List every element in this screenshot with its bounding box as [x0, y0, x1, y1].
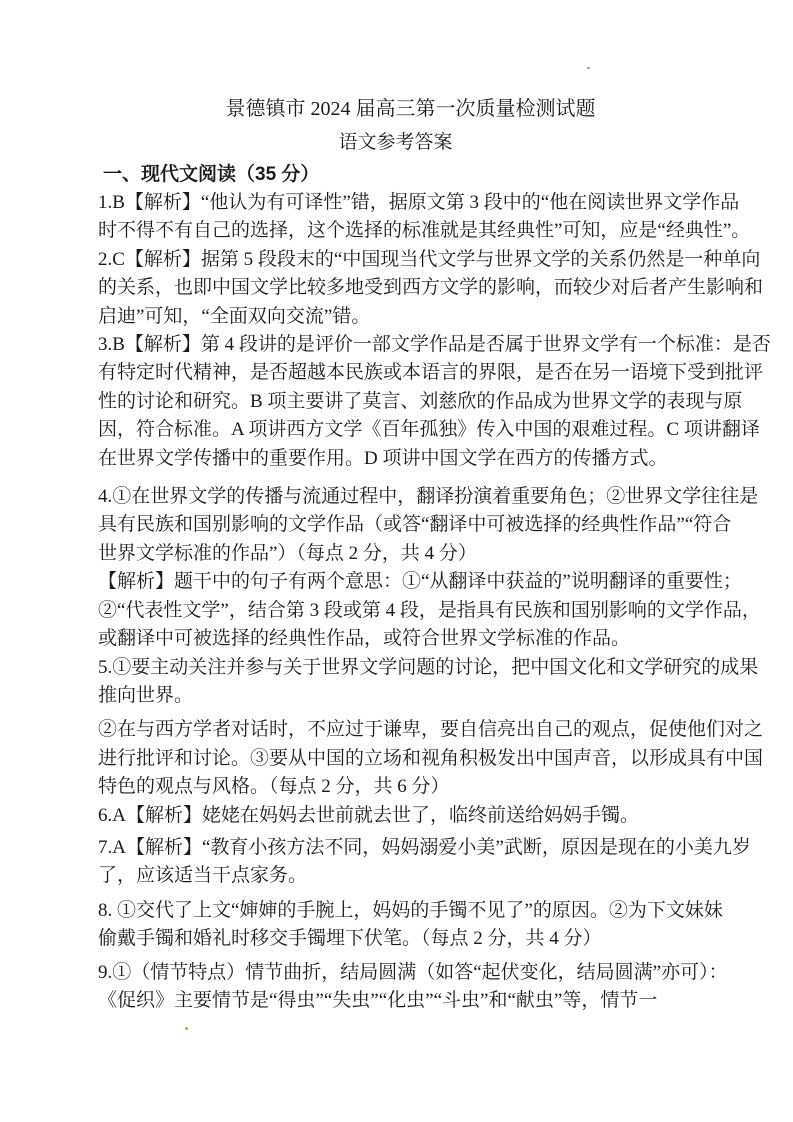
scan-speck — [587, 67, 590, 69]
answer-paragraph-6 — [98, 802, 775, 830]
answer-paragraph-1 — [98, 189, 775, 246]
text-line: 世界文学标准的作品”）（每点 2 分，共 4 分） — [98, 542, 477, 564]
text-line: 特色的观点与风格。（每点 2 分，共 6 分） — [98, 776, 450, 798]
answer-paragraph-4-jiexi — [98, 568, 775, 653]
answer-paragraph-5 — [98, 654, 775, 711]
section-heading-modern-reading: 一、现代文阅读（35 分） — [103, 164, 320, 185]
text-line: 的关系，也即中国文学比较多地受到西方文学的影响，而较少对后者产生影响和 — [98, 277, 764, 299]
text-line: 在世界文学传播中的重要作用。D 项讲中国文学在西方的传播方式。 — [98, 447, 668, 469]
text-line: 1.B【解析】“他认为有可译性”错，据原文第 3 段中的“他在阅读世界文学作品 — [98, 192, 740, 213]
text-line: 启迪”可知，“全面双向交流”错。 — [98, 305, 371, 327]
text-line: 《促织》主要情节是“得虫”“失虫”“化虫”“斗虫”和“献虫”等，情节一 — [98, 989, 658, 1011]
text-line: 6.A【解析】姥姥在妈妈去世前就去世了，临终前送给妈妈手镯。 — [98, 804, 639, 826]
text-line: 进行批评和讨论。③要从中国的立场和视角积极发出中国声音，以形成具有中国 — [98, 747, 764, 769]
document-content — [98, 95, 775, 1015]
document-subtitle: 语文参考答案 — [338, 132, 453, 153]
text-line: 偷戴手镯和婚礼时移交手镯埋下伏笔。（每点 2 分，共 4 分） — [98, 928, 602, 950]
text-line: ②在与西方学者对话时，不应过于谦卑，要自信亮出自己的观点，促使他们对之 — [98, 719, 764, 741]
answer-paragraph-4 — [98, 483, 775, 568]
answer-paragraph-8 — [98, 897, 775, 954]
answer-paragraph-9 — [98, 959, 775, 1016]
answer-paragraph-3 — [98, 331, 775, 473]
text-line: 有特定时代精神，是否超越本民族或本语言的界限，是否在另一语境下受到批评 — [98, 362, 764, 384]
text-line: 性的讨论和研究。B 项主要讲了莫言、刘慈欣的作品成为世界文学的表现与原 — [98, 390, 743, 412]
text-line: 或翻译中可被选择的经典性作品，或符合世界文学标准的作品。 — [98, 628, 631, 650]
text-line: 推向世界。 — [98, 684, 194, 706]
text-line: 7.A【解析】“教育小孩方法不同，妈妈溺爱小美”武断，原因是现在的小美九岁 — [98, 836, 751, 858]
answer-paragraph-7 — [98, 834, 775, 891]
text-line: 时不得不有自己的选择，这个选择的标准就是其经典性”可知，应是“经典性”。 — [98, 220, 751, 242]
text-line: 4.①在世界文学的传播与流通过程中，翻译扮演着重要角色；②世界文学往往是 — [98, 486, 759, 508]
text-line: 因，符合标准。A 项讲西方文学《百年孤独》传入中国的艰难过程。C 项讲翻译 — [98, 419, 760, 441]
text-line: 2.C【解析】据第 5 段段末的“中国现当代文学与世界文学的关系仍然是一种单向 — [98, 248, 761, 270]
text-line: 【解析】题干中的句子有两个意思：①“从翻译中获益的”说明翻译的重要性； — [98, 571, 742, 593]
text-line: 5.①要主动关注并参与关于世界文学问题的讨论，把中国文化和文学研究的成果 — [98, 656, 759, 678]
text-line: ②“代表性文学”，结合第 3 段或第 4 段，是指具有民族和国别影响的文学作品， — [98, 599, 761, 621]
text-line: 9.①（情节特点）情节曲折，结局圆满（如答“起伏变化，结局圆满”亦可）： — [98, 961, 728, 983]
text-line: 8. ①交代了上文“婶婶的手腕上，妈妈的手镯不见了”的原因。②为下文妹妹 — [98, 899, 723, 921]
document-title: 景德镇市 2024 届高三第一次质量检测试题 — [225, 98, 596, 120]
answer-paragraph-2 — [98, 246, 775, 331]
scan-speck — [185, 1027, 188, 1030]
answers — [98, 189, 775, 1015]
text-line: 具有民族和国别影响的文学作品（或答“翻译中可被选择的经典性作品”“符合 — [98, 514, 732, 536]
text-line: 3.B【解析】第 4 段讲的是评价一部文学作品是否属于世界文学有一个标准：是否 — [98, 334, 771, 356]
answer-paragraph-5-cont — [98, 716, 775, 801]
text-line: 了，应该适当干点家务。 — [98, 865, 308, 887]
